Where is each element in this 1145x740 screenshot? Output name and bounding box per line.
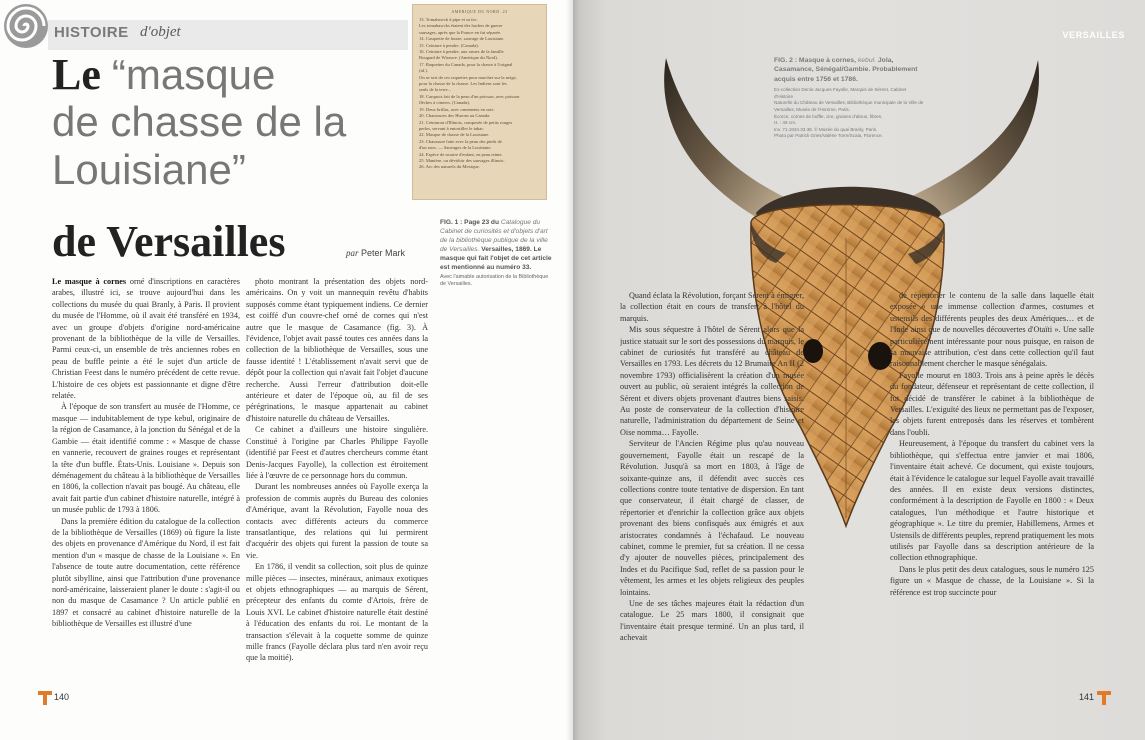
catalog-line: 16. Ceinture à pendre, aux armes de la famille xyxy=(419,49,504,55)
catalog-header: AMERIQUE DU NORD. 23 xyxy=(451,9,508,14)
catalog-line: seuls de la terre... xyxy=(419,87,452,93)
paragraph: Ce cabinet a d'ailleurs une histoire singulière. Constitué à l'origine par Charles Philippe Fayolle (identifié par Feest et d'autres chercheurs comme étant Denis-Jacques Fayolle), la collection est étroitement liée à l'œuvre de ce personnage hors du commun. xyxy=(246,425,428,480)
mask-right-eye xyxy=(868,342,892,370)
paragraph: Le masque à cornes orné d'inscriptions en caractères arabes, illustré ici, se trouve aujourd'hui dans les collections du musée du quai Branly, à Paris. Il provient du musée de l'Homme, où il avait été transféré en 1934, avec un groupe d'objets d'origine nord-américaine provenant de la bibliothèque de la ville de Versailles. Parmi ceux-ci, un ensemble de très anciennes robes en peau de buffle peinte a été le sujet d'un article de Christian Feest dans le numéro précédent de cette revue. L'histoire de ces objets est passionnante et digne d'être relatée. xyxy=(52,277,240,401)
figure-2-credit-line: Écorce, cornes de buffle, cire, graines d'abrus, fibres. xyxy=(774,113,883,119)
figure-2-credit-line: Photo par Patrick Gries/Valérie Torre/Scala, Florence. xyxy=(774,133,883,139)
catalog-line: 20. Chaussures des Hurons au Canada. xyxy=(419,113,491,119)
paragraph: Une de ses tâches majeures était la rédaction d'un catalogue. Le 25 mars 1800, il consignait que l'inventaire était presque terminé. Un an plus tard, il achevait xyxy=(620,598,804,643)
right-column-1 xyxy=(620,290,804,644)
section-title: HISTOIRE xyxy=(54,24,129,41)
paragraph: À l'époque de son transfert au musée de l'Homme, ce masque — indubitablement de type kebul, originaire de la région de Casamance, à la jonction du Sénégal et de la Gambie — était identifié comme : « Masque de chasse en vannerie, recouvert de graines rouges et représentant la tête d'un buffle. États-Unis. Louisiane ». Depuis son déménagement du château à la bibliothèque de Versailles en 1806, la collection n'avait pas bougé. Au château, elle avait fait partie d'un cabinet d'histoire naturelle, intégré à un musée public de 1793 à 1806. xyxy=(52,402,240,515)
paragraph: Serviteur de l'Ancien Régime plus qu'au nouveau gouvernement, Fayolle était un rescapé de la Révolution. Jusqu'à sa mort en 1803, à l'âge de soixante-quinze ans, il défendit avec succès ces collections contre toute tentative de dispersion. En tant que conservateur, il était chargé de classer, de répertorier et d'enrichir la collection grâce aux objets provenant des biens confisqués aux émigrés et aux aristocrates condamnés à l'échafaud. Le nouveau cabinet, comme le premier, fut sa création. Il ne cessa d'y ajouter de nouvelles pièces, principalement des Indes et du Pacifique Sud, reflet de sa passion pour le vêtement, les armes et les objets religieux des peuples lointains. xyxy=(620,439,804,597)
article-title xyxy=(52,52,412,194)
catalog-line: 25. Manière, ou dévidoir des sauvages illinois. xyxy=(419,157,505,163)
folio-left: 140 xyxy=(54,692,70,702)
catalog-line: d'un ours. — Sauvages de la Louisiane. xyxy=(419,145,492,151)
left-column-1 xyxy=(52,276,240,630)
right-horn xyxy=(908,60,1039,223)
left-column-2 xyxy=(246,276,428,664)
catalog-line: 23. Chaussure faite avec la peau des pieds de xyxy=(419,138,502,144)
catalog-line: 24. Espèce de rosaire d'enfant, en peau teinte. xyxy=(419,151,503,157)
left-horn xyxy=(664,58,786,223)
title-masque: “masque xyxy=(111,51,276,98)
paragraph: Dans le plus petit des deux catalogues, sous le numéro 125 figure un « Masque de chasse, de la Louisiane ». Si la référence est trop succincte pour xyxy=(890,564,1094,597)
title-line3: Louisiane” xyxy=(52,146,246,193)
title-word-le: Le xyxy=(52,50,101,99)
catalog-line: 19. Deux brillas, avec ornements en soie. xyxy=(419,106,495,112)
title-line2: de chasse de la xyxy=(52,98,347,145)
catalog-line: 17. Raquettes du Canada, pour la chasse à l'orignal xyxy=(419,61,513,67)
figure-1-caption: FIG. 1 : Page 23 du Catalogue du Cabinet de curiosités et d'objets d'art de la bibliothèque publique de la ville de Versailles. Versailles, 1869. Le masque qui fait l'objet de cet article est mentionné au numéro 33. Avec l'aimable autorisation de la Bibliothèque de Versailles. xyxy=(440,219,552,287)
catalog-page-image xyxy=(412,4,547,200)
catalog-line: 18. Carquois fait de la peau d'un poisson, avec poisson xyxy=(419,93,520,99)
catalog-line: Les tomahawcks étaient des haches de guerre xyxy=(419,23,503,29)
catalog-line: perles, servant à entortiller le tabac. xyxy=(419,125,485,131)
catalog-line: 22. Masque de chasse de la Louisiane. xyxy=(419,132,490,138)
paragraph: Quand éclata la Révolution, forçant Sérent à émigrer, la collection était en cours de transfert à l'hôtel du marquis. xyxy=(620,291,804,323)
catalog-line: 13. Tomahawck à pipe et sa fac. xyxy=(419,17,478,22)
catalog-line: 21. Ceinturon d'Illinois, composée de petits rouges xyxy=(419,119,513,125)
paragraph: Fayolle mourut en 1803. Trois ans à peine après le décès du fondateur, défenseur et représentant de cette collection, il fut décidé de transférer le cabinet à la bibliothèque de Versailles. L'exiguïté des lieux ne permettant pas de l'exposer, les objets furent entreposés dans les réserves et tombèrent dans l'oubli. xyxy=(890,370,1094,437)
paragraph: Durant les nombreuses années où Fayolle exerça la profession de commis auprès du Bureau des colonies d'Amérique, avant la Révolution, Fayolle noua des contacts avec différents acteurs du commerce transatlantique, des relations qui lui permirent d'acquérir des objets qui furent la passion de toute sa vie. xyxy=(246,482,428,560)
catalog-line: 14. Casquette de loutre, sauvage de Louisiane. xyxy=(419,36,505,42)
catalog-line: pour la chasse de la chasse. Les Indiens sont les xyxy=(419,81,507,87)
folio-t-icon xyxy=(38,691,52,705)
paragraph: Dans la première édition du catalogue de la collection de la bibliothèque de Versailles (1869) où figure la liste des objets en provenance d'Amérique du Nord, il est fait mention d'un « masque de chasse de la Louisiane ». En l'absence de toute autre documentation, cette référence plutôt sibylline, ainsi que l'attribution d'une provenance nord-américaine, laisseraient planer le doute : s'agit-il ou non du masque de Casamance ? Un article publié en 1897 et consacré au cabinet d'histoire naturelle de la bibliothèque de Versailles est illustré d'une xyxy=(52,516,240,629)
byline: par Peter Mark xyxy=(346,248,406,258)
folio-right: 141 xyxy=(1079,692,1095,702)
catalog-line: sauvages, après que la France en fut séparée. xyxy=(419,29,502,35)
figure-2-caption: FIG. 2 : Masque à cornes, kebul. Jola, Casamance, Sénégal/Gambie. Probablement acquis entre 1756 et 1786. Ex-collection Denis-Jacques Fayolle, Marquis de Sérent, Cabinet d'Histoire Naturelle du Château de Versailles, Bibliothèque municipale de la Ville de Versailles, Musée de l'Homme, Paris. Écorce, cornes de buffle, cire, graines d'abrus, fibres. H. : 46 cm. Inv. 71.1934.33.38. © Musée du quai Branly, Paris. Photo par Patrick Gries/Valérie Torre/Scala, Florence. xyxy=(774,57,924,139)
figure-2-credit-line: H. : 46 cm. xyxy=(774,120,797,126)
figure-2-credit-line: Inv. 71.1934.33.38. © Musée du quai Branly, Paris. xyxy=(774,126,878,132)
section-logo-swirl-icon xyxy=(4,4,48,48)
catalog-line: (id.). xyxy=(419,68,428,74)
gutter-shadow xyxy=(566,0,580,740)
paragraph: Mis sous séquestre à l'hôtel de Sérent alors que la justice statuait sur le sort des possessions du marquis, le cabinet de curiosités fut transféré au château de Versailles en 1793. Les décrets du 12 Brumaire An II (2 novembre 1793) officialisèrent la création d'un musée ouvert au public, où seraient intégrés la collection de Sérent et divers objets provenant d'autres biens saisis. Au poste de conservateur de la collection d'histoire naturelle, l'administration du département de Seine et Oise nomma… Fayolle. xyxy=(620,325,804,437)
paragraph: Heureusement, à l'époque du transfert du cabinet vers la bibliothèque, qui s'effectua entre janvier et mai 1806, l'inventaire était achevé. Ce document, qui existe toujours, était à l'évidence le catalogue sur lequel Fayolle avait travaillé des années. Il en existe deux versions distinctes, conformément à la description de Fayolle en 1800 : « Deux catalogues, l'un méthodique et l'autre historique et géographique ». Le titre du premier, Habillemens, Armes et Ustensils de différents peuples, reprend pratiquement les mots utilisés par Fayolle dans sa description antérieure de la collection ethnographique. xyxy=(890,439,1094,563)
folio-t-icon xyxy=(1097,691,1111,705)
catalog-line: 26. Arc des naturels du Mexique. xyxy=(419,164,480,170)
running-head: VERSAILLES xyxy=(1062,30,1125,40)
figure-2-credit-line: Versailles, Musée de l'Homme, Paris. xyxy=(774,107,850,112)
catalog-line: flèches à cimiers. (Canada). xyxy=(419,100,471,106)
paragraph: photo montrant la présentation des objets nord-américains. On y voit un mannequin revêtu d'habits supposés comme étant typiquement indiens. Ce dernier est coiffé d'un couvre-chef orné de cornes qui n'est autre que le masque de Casamance (fig. 3). À l'évidence, l'objet avait passé toutes ces années dans la collection de la bibliothèque de Versailles, sous une fausse identité ! L'établissement n'avait servi que de dépôt pour la collection qui n'avait fait l'objet d'aucune recherche. Aussi l'erreur d'attribution doit-elle antérieure et dater de l'époque où, au fil de ses pérégrinations, le masque appartenait au cabinet d'histoire naturelle du château de Versailles. xyxy=(246,277,428,423)
paragraph: En 1786, il vendit sa collection, soit plus de quinze mille pièces — insectes, minéraux, animaux exotiques et objets ethnographiques — au marquis de Sérent, précepteur des enfants du comte d'Artois, frère de Louis XVI. Le cabinet d'histoire naturelle était destiné à l'éducation des enfants du roi. Le montant de la transaction s'élevait à la coquette somme de quinze mille francs (Fayolle déclara plus tard n'en avoir reçu que la moitié). xyxy=(246,562,428,663)
catalog-line: 15. Ceinture à pendre. (Canada). xyxy=(419,42,479,48)
figure-2-credit-line: Naturelle du Château de Versailles, Bibliothèque municipale de la Ville de xyxy=(774,100,924,106)
title-line4: de Versailles xyxy=(52,217,286,266)
catalog-line: On se sert de ces raquettes pour marcher sur la neige, xyxy=(419,74,517,80)
figure-2-credit-line: Ex-collection Denis-Jacques Fayolle, Marquis de Sérent, Cabinet d'Histoire xyxy=(774,87,907,99)
catalog-line: Bougard de Wirauce. (Amérique du Nord). xyxy=(419,55,498,61)
paragraph: de répertorier le contenu de la salle dans laquelle était exposée « une immense collection d'armes, costumes et ustensils des différents peuples des deux Amériques… et de l'Inde ainsi que de nouvelles découvertes d'Otaïti ». Une salle particulièrement intéressante pour nous puisque, en raison de sa mauvaise attribution, c'est dans cette collection qu'il faut raisonnablement chercher le masque sénégalais. xyxy=(890,291,1094,369)
right-column-2 xyxy=(890,290,1094,598)
mask-left-eye xyxy=(803,339,823,363)
section-subtitle: d'objet xyxy=(140,24,181,40)
